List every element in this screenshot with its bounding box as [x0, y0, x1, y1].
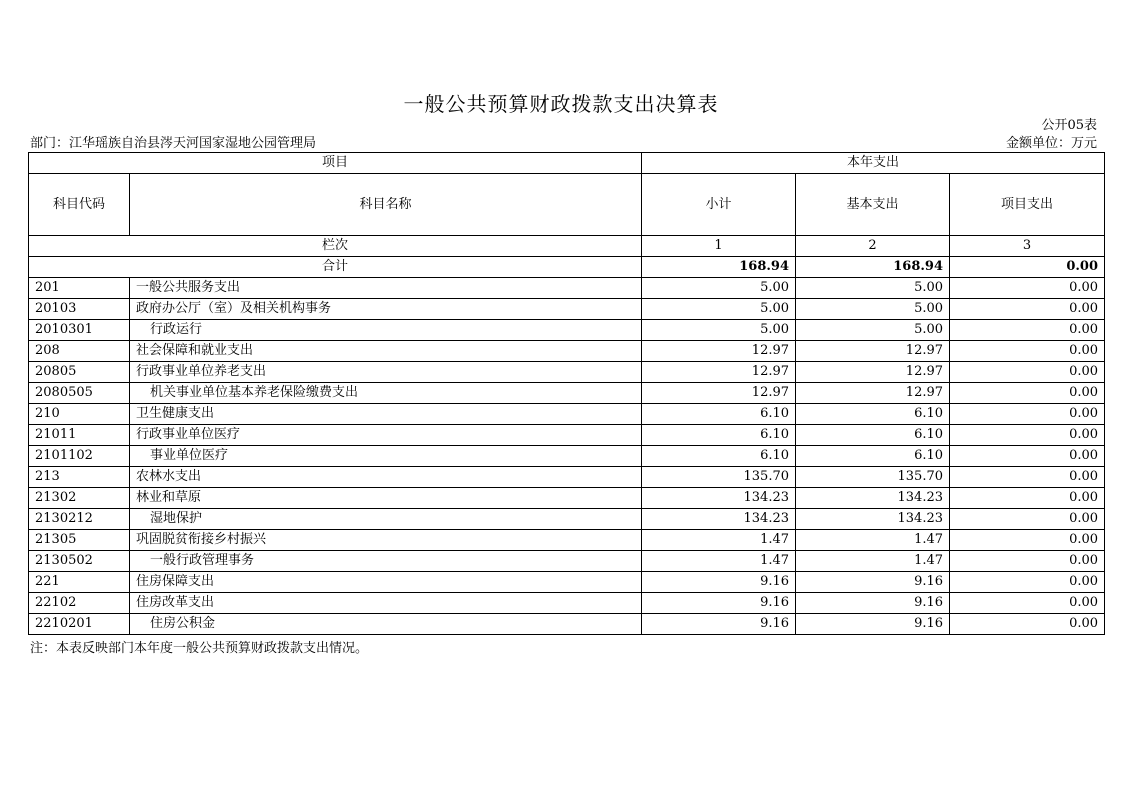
project-value: 0.00: [950, 404, 1105, 425]
basic-value: 6.10: [796, 425, 950, 446]
subject-name: 社会保障和就业支出: [130, 341, 642, 362]
subtotal-value: 9.16: [642, 593, 796, 614]
basic-value: 134.23: [796, 488, 950, 509]
subject-name: 机关事业单位基本养老保险缴费支出: [130, 383, 642, 404]
subject-code: 21305: [29, 530, 130, 551]
amount-unit-label: 金额单位：万元: [1005, 136, 1097, 151]
table-note: 注：本表反映部门本年度一般公共预算财政拨款支出情况。: [30, 641, 369, 656]
table-row: [29, 404, 1105, 425]
subtotal-value: 5.00: [642, 278, 796, 299]
basic-value: 12.97: [796, 362, 950, 383]
basic-value: 1.47: [796, 551, 950, 572]
basic-expenditure-header: 基本支出: [796, 174, 950, 236]
subject-name: 巩固脱贫衔接乡村振兴: [130, 530, 642, 551]
table-row: [29, 446, 1105, 467]
total-subtotal: 168.94: [642, 257, 796, 278]
project-value: 0.00: [950, 362, 1105, 383]
header-row-columns: [29, 174, 1105, 236]
subject-name: 林业和草原: [130, 488, 642, 509]
subject-name: 住房保障支出: [130, 572, 642, 593]
subtotal-value: 134.23: [642, 509, 796, 530]
subject-code: 22102: [29, 593, 130, 614]
form-number: 公开05表: [1041, 118, 1097, 133]
subject-code: 21302: [29, 488, 130, 509]
subject-name: 一般公共服务支出: [130, 278, 642, 299]
project-value: 0.00: [950, 509, 1105, 530]
subtotal-value: 12.97: [642, 341, 796, 362]
column-number-3: 3: [950, 236, 1105, 257]
column-number-2: 2: [796, 236, 950, 257]
table-row: [29, 425, 1105, 446]
subject-code: 2010301: [29, 320, 130, 341]
basic-value: 5.00: [796, 278, 950, 299]
subtotal-value: 134.23: [642, 488, 796, 509]
subject-code: 210: [29, 404, 130, 425]
project-value: 0.00: [950, 593, 1105, 614]
subtotal-value: 6.10: [642, 446, 796, 467]
table-row: [29, 320, 1105, 341]
project-value: 0.00: [950, 320, 1105, 341]
subject-name: 住房改革支出: [130, 593, 642, 614]
project-value: 0.00: [950, 551, 1105, 572]
subject-code: 213: [29, 467, 130, 488]
expenditure-table: [28, 152, 1105, 635]
table-row: [29, 341, 1105, 362]
project-value: 0.00: [950, 341, 1105, 362]
project-value: 0.00: [950, 425, 1105, 446]
basic-value: 5.00: [796, 299, 950, 320]
subject-code: 2080505: [29, 383, 130, 404]
basic-value: 1.47: [796, 530, 950, 551]
project-value: 0.00: [950, 572, 1105, 593]
subject-name: 农林水支出: [130, 467, 642, 488]
table-row: [29, 593, 1105, 614]
subtotal-value: 135.70: [642, 467, 796, 488]
subtotal-header: 小计: [642, 174, 796, 236]
subject-code: 208: [29, 341, 130, 362]
subject-code: 2130212: [29, 509, 130, 530]
basic-value: 12.97: [796, 341, 950, 362]
subject-name: 政府办公厅（室）及相关机构事务: [130, 299, 642, 320]
table-row: [29, 572, 1105, 593]
subject-code: 2130502: [29, 551, 130, 572]
current-year-header: 本年支出: [642, 153, 1105, 174]
subject-code: 2101102: [29, 446, 130, 467]
table-row: [29, 278, 1105, 299]
subject-code: 2210201: [29, 614, 130, 635]
subject-name: 行政事业单位养老支出: [130, 362, 642, 383]
basic-value: 9.16: [796, 593, 950, 614]
project-value: 0.00: [950, 530, 1105, 551]
column-number-row: [29, 236, 1105, 257]
project-value: 0.00: [950, 446, 1105, 467]
table-row: [29, 614, 1105, 635]
basic-value: 9.16: [796, 614, 950, 635]
subject-name: 行政事业单位医疗: [130, 425, 642, 446]
project-value: 0.00: [950, 383, 1105, 404]
header-row-top: [29, 153, 1105, 174]
subject-name: 行政运行: [130, 320, 642, 341]
total-basic: 168.94: [796, 257, 950, 278]
subject-code: 201: [29, 278, 130, 299]
table-row: [29, 362, 1105, 383]
subtotal-value: 9.16: [642, 614, 796, 635]
project-value: 0.00: [950, 614, 1105, 635]
subtotal-value: 1.47: [642, 551, 796, 572]
report-title: 一般公共预算财政拨款支出决算表: [403, 92, 719, 116]
code-header: 科目代码: [29, 174, 130, 236]
subject-name: 卫生健康支出: [130, 404, 642, 425]
project-value: 0.00: [950, 278, 1105, 299]
basic-value: 9.16: [796, 572, 950, 593]
name-header: 科目名称: [130, 174, 642, 236]
item-header: 项目: [29, 153, 642, 174]
project-value: 0.00: [950, 488, 1105, 509]
subject-code: 20103: [29, 299, 130, 320]
project-value: 0.00: [950, 467, 1105, 488]
subtotal-value: 1.47: [642, 530, 796, 551]
subtotal-value: 5.00: [642, 320, 796, 341]
subject-code: 221: [29, 572, 130, 593]
total-row: [29, 257, 1105, 278]
table-row: [29, 509, 1105, 530]
subject-name: 湿地保护: [130, 509, 642, 530]
subject-name: 住房公积金: [130, 614, 642, 635]
subtotal-value: 9.16: [642, 572, 796, 593]
total-label: 合计: [29, 257, 642, 278]
basic-value: 6.10: [796, 404, 950, 425]
column-number-label: 栏次: [29, 236, 642, 257]
subtotal-value: 6.10: [642, 404, 796, 425]
subject-name: 一般行政管理事务: [130, 551, 642, 572]
basic-value: 135.70: [796, 467, 950, 488]
subject-code: 21011: [29, 425, 130, 446]
table-row: [29, 299, 1105, 320]
basic-value: 12.97: [796, 383, 950, 404]
table-row: [29, 551, 1105, 572]
project-expenditure-header: 项目支出: [950, 174, 1105, 236]
basic-value: 6.10: [796, 446, 950, 467]
basic-value: 5.00: [796, 320, 950, 341]
basic-value: 134.23: [796, 509, 950, 530]
subtotal-value: 5.00: [642, 299, 796, 320]
department-label: 部门：江华瑶族自治县涔天河国家湿地公园管理局: [30, 136, 317, 151]
subtotal-value: 12.97: [642, 362, 796, 383]
table-row: [29, 467, 1105, 488]
table-row: [29, 488, 1105, 509]
column-number-1: 1: [642, 236, 796, 257]
subject-name: 事业单位医疗: [130, 446, 642, 467]
subtotal-value: 6.10: [642, 425, 796, 446]
subject-code: 20805: [29, 362, 130, 383]
project-value: 0.00: [950, 299, 1105, 320]
table-row: [29, 530, 1105, 551]
subtotal-value: 12.97: [642, 383, 796, 404]
total-project: 0.00: [950, 257, 1105, 278]
table-row: [29, 383, 1105, 404]
